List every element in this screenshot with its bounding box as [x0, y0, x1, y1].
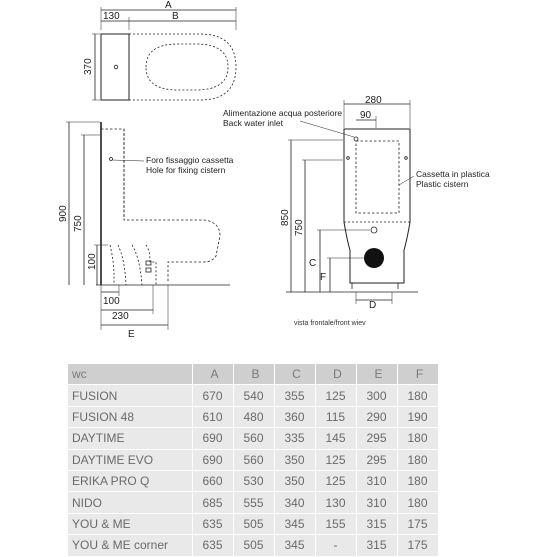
- model-name: FUSION: [68, 385, 192, 406]
- cell-d: 125: [315, 385, 356, 406]
- dim-a-label: A: [165, 0, 172, 11]
- fixing-hole-note-it: Foro fissaggio cassetta: [146, 155, 234, 165]
- fixing-hole-note-en: Hole for fixing cistern: [146, 165, 226, 175]
- cell-c: 340: [274, 492, 315, 513]
- cell-a: 635: [192, 535, 233, 556]
- cell-b: 530: [233, 470, 274, 491]
- dim-100-vertical-label: 100: [87, 253, 98, 270]
- cell-c: 335: [274, 428, 315, 449]
- cell-f: 175: [397, 535, 438, 556]
- dim-750-side-label: 750: [73, 215, 84, 232]
- dim-c-label: C: [309, 258, 317, 269]
- cell-c: 345: [274, 513, 315, 534]
- cell-d: -: [315, 535, 356, 556]
- cell-f: 190: [397, 406, 438, 427]
- dim-100-horizontal-label: 100: [103, 296, 120, 307]
- dim-d-label: D: [369, 300, 377, 311]
- table-row: [68, 513, 438, 534]
- back-water-inlet-note-it: Alimentazione acqua posteriore: [223, 108, 343, 118]
- cell-c: 345: [274, 535, 315, 556]
- table-row: [68, 470, 438, 491]
- model-name: YOU & ME corner: [68, 535, 192, 556]
- plastic-cistern-note-it: Cassetta in plastica: [416, 169, 490, 179]
- cell-a: 670: [192, 385, 233, 406]
- header-a: A: [192, 364, 233, 385]
- front-view-caption: vista frontale/front wiev: [294, 320, 366, 327]
- cell-a: 660: [192, 470, 233, 491]
- back-water-inlet-note-en: Back water inlet: [223, 118, 283, 128]
- dim-850-label: 850: [280, 209, 291, 226]
- dim-e-label: E: [128, 329, 135, 340]
- table-row: [68, 428, 438, 449]
- dim-280-label: 280: [365, 95, 382, 106]
- cell-e: 310: [356, 470, 397, 491]
- cell-a: 635: [192, 513, 233, 534]
- model-name: FUSION 48: [68, 406, 192, 427]
- cell-e: 300: [356, 385, 397, 406]
- cell-e: 315: [356, 535, 397, 556]
- cell-c: 350: [274, 470, 315, 491]
- model-name: YOU & ME: [68, 513, 192, 534]
- dim-750-front-label: 750: [294, 219, 305, 236]
- cell-d: 155: [315, 513, 356, 534]
- dimensions-table: [68, 364, 439, 557]
- cell-f: 175: [397, 513, 438, 534]
- dim-90-label: 90: [360, 110, 372, 121]
- cell-b: 555: [233, 492, 274, 513]
- cell-f: 180: [397, 492, 438, 513]
- header-c: C: [274, 364, 315, 385]
- side-view: [66, 122, 230, 330]
- table-row: [68, 492, 438, 513]
- cell-c: 360: [274, 406, 315, 427]
- model-name: DAYTIME EVO: [68, 449, 192, 470]
- cell-d: 130: [315, 492, 356, 513]
- dim-900-label: 900: [58, 205, 69, 222]
- header-d: D: [315, 364, 356, 385]
- dim-130-label: 130: [103, 11, 120, 22]
- cell-a: 610: [192, 406, 233, 427]
- cell-f: 180: [397, 385, 438, 406]
- cell-b: 505: [233, 535, 274, 556]
- cell-f: 180: [397, 428, 438, 449]
- cell-e: 310: [356, 492, 397, 513]
- cell-e: 315: [356, 513, 397, 534]
- cell-a: 690: [192, 428, 233, 449]
- table-row: [68, 449, 438, 470]
- cell-b: 540: [233, 385, 274, 406]
- cell-a: 690: [192, 449, 233, 470]
- cell-e: 295: [356, 449, 397, 470]
- table-row: [68, 406, 438, 427]
- cell-b: 505: [233, 513, 274, 534]
- table-header-row: [68, 364, 438, 385]
- cell-e: 295: [356, 428, 397, 449]
- table-row: [68, 535, 438, 556]
- front-view: [286, 100, 418, 304]
- dim-b-label: B: [172, 11, 179, 22]
- cell-d: 125: [315, 470, 356, 491]
- model-name: ERIKA PRO Q: [68, 470, 192, 491]
- cell-b: 480: [233, 406, 274, 427]
- header-f: F: [397, 364, 438, 385]
- cell-f: 180: [397, 449, 438, 470]
- cell-c: 350: [274, 449, 315, 470]
- dim-370-label: 370: [83, 58, 94, 75]
- cell-d: 145: [315, 428, 356, 449]
- cell-c: 355: [274, 385, 315, 406]
- table-row: [68, 385, 438, 406]
- model-name: DAYTIME: [68, 428, 192, 449]
- model-name: NIDO: [68, 492, 192, 513]
- dim-f-label: F: [320, 272, 327, 283]
- cell-d: 125: [315, 449, 356, 470]
- dim-230-label: 230: [112, 311, 129, 322]
- header-e: E: [356, 364, 397, 385]
- cell-d: 115: [315, 406, 356, 427]
- cell-f: 180: [397, 470, 438, 491]
- cell-e: 290: [356, 406, 397, 427]
- cell-b: 560: [233, 428, 274, 449]
- cell-a: 685: [192, 492, 233, 513]
- plastic-cistern-note-en: Plastic cistern: [416, 179, 469, 189]
- cell-b: 560: [233, 449, 274, 470]
- header-wc: wc: [68, 364, 192, 385]
- header-b: B: [233, 364, 274, 385]
